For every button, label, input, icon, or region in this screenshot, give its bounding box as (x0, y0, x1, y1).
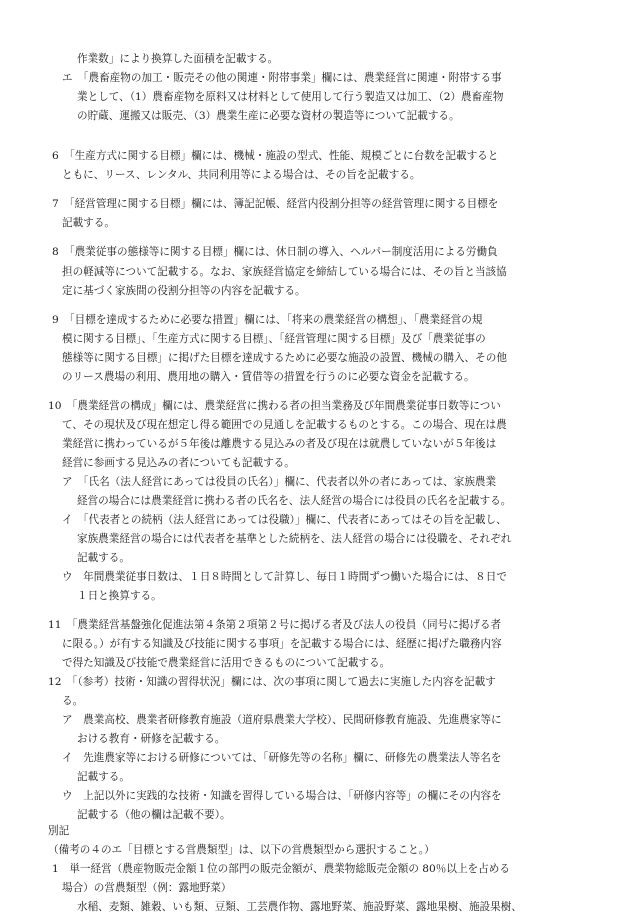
text-line: 担の軽減等について記載する。なお、家族経営協定を締結している場合には、その旨と当該協 (62, 266, 507, 278)
text-line: ア 「氏名（法人経営にあっては役員の氏名）」欄に、代表者以外の者にあっては、家族農業 (62, 476, 497, 488)
text-line: 経営の場合には農業経営に携わる者の氏名を、法人経営の場合には役員の氏名を記載する。 (77, 495, 512, 507)
text-line: 模に関する目標」、「生産方式に関する目標」、「経営管理に関する目標」及び「農業従事の (62, 333, 486, 345)
text-line: イ 「代表者との続柄（法人経営にあっては役職）」欄に、代表者にあってはその旨を記載し、 (62, 514, 507, 526)
text-line: 記載する。 (62, 217, 115, 229)
text-line: 9 「目標を達成するために必要な措置」欄には、「将来の農業経営の構想」、「農業経営の規 (52, 314, 483, 326)
text-line: 10 「農業経営の構成」欄には、農業経営に携わる者の担当業務及び年間農業従事日数等につい (48, 400, 501, 412)
text-line: 記載する。 (77, 552, 130, 564)
text-line: １日と換算する。 (77, 590, 162, 602)
text-line: おける教育・研修を記載する。 (77, 733, 226, 745)
text-line: 記載する（他の欄は記載不要）。 (77, 809, 231, 821)
text-line: ともに、リース、レンタル、共同利用等による場合は、その旨を記載する。 (62, 169, 421, 181)
text-line: 経営に参画する見込みの者についても記載する。 (62, 457, 295, 469)
text-line: 12 「（参考）技術・知識の習得状況」欄には、次の事項に関して過去に実施した内容を記載す (48, 676, 496, 688)
text-line: 6 「生産方式に関する目標」欄には、機械・施設の型式、性能、規模ごとに台数を記載すると (52, 150, 499, 162)
text-line: 7 「経営管理に関する目標」欄には、簿記記帳、経営内役割分担等の経営管理に関する目標を (52, 198, 499, 210)
text-line: （備考の４のエ「目標とする営農類型」は、以下の営農類型から選択すること。） (48, 844, 435, 856)
text-line: のリース農場の利用、農用地の購入・賃借等の措置を行うのに必要な資金を記載する。 (62, 371, 475, 383)
text-line: 家族農業経営の場合には代表者を基準とした続柄を、法人経営の場合には役職を、それぞれ (77, 533, 512, 545)
text-line: 場合）の営農類型（例：露地野菜） (62, 882, 232, 894)
text-line: 1 単一経営（農産物販売金額１位の部門の販売金額が、農業物総販売金額の 80％以上を占める (52, 863, 510, 875)
text-line: の貯蔵、運搬又は販売、（3）農業生産に必要な資材の製造等について記載する。 (77, 110, 460, 122)
text-line: る。 (62, 695, 84, 707)
text-line: エ 「農畜産物の加工・販売その他の関連・附帯事業」欄には、農業経営に関連・附帯する事 (62, 72, 502, 84)
text-line: 記載する。 (77, 771, 130, 783)
text-line: で得た知識及び技能で農業経営に活用できるものについて記載する。 (62, 657, 391, 669)
text-line: 態様等に関する目標」に掲げた目標を達成するために必要な施設の設置、機械の購入、その他 (62, 352, 507, 364)
text-line: に限る。）が有する知識及び技能に関する事項」を記載する場合には、経歴に掲げた職務内容 (62, 638, 502, 650)
text-line: 作業数」により換算した面積を記載する。 (77, 53, 279, 65)
text-line: 定に基づく家族間の役割分担等の内容を記載する。 (62, 285, 306, 297)
text-line: 業経営に携わっているが５年後は離農する見込みの者及び現在は就農していないが５年後は (62, 438, 497, 450)
text-line: ウ 上記以外に実践的な技術・知識を習得している場合は、「研修内容等」の欄にその内容を (62, 790, 502, 802)
text-line: イ 先進農家等における研修については、「研修先等の名称」欄に、研修先の農業法人等名を (62, 752, 502, 764)
text-line: 11 「農業経営基盤強化促進法第４条第２項第２号に掲げる者及び法人の役員（同号に掲げる者 (48, 619, 502, 631)
text-line: 8 「農業従事の態様等に関する目標」欄には、休日制の導入、ヘルパー制度活用による労働負 (52, 246, 498, 258)
text-line: ア 農業高校、農業者研修教育施設（道府県農業大学校）、民間研修教育施設、先進農家等に (62, 714, 502, 726)
section-heading: 別記 (48, 825, 70, 837)
text-line: て、その現状及び現在想定し得る範囲での見通しを記載するものとする。この場合、現在は農 (62, 419, 507, 431)
text-line: ウ 年間農業従事日数は、１日８時間として計算し、毎日１時間ずつ働いた場合には、８日で (62, 571, 507, 583)
text-line: 業として、（1）農畜産物を原料又は材料として使用して行う製造又は加工、（2）農畜産物 (77, 91, 504, 103)
text-line: 水稲、麦類、雑穀、いも類、豆類、工芸農作物、露地野菜、施設野菜、露地果樹、施設果樹、 (77, 901, 522, 913)
